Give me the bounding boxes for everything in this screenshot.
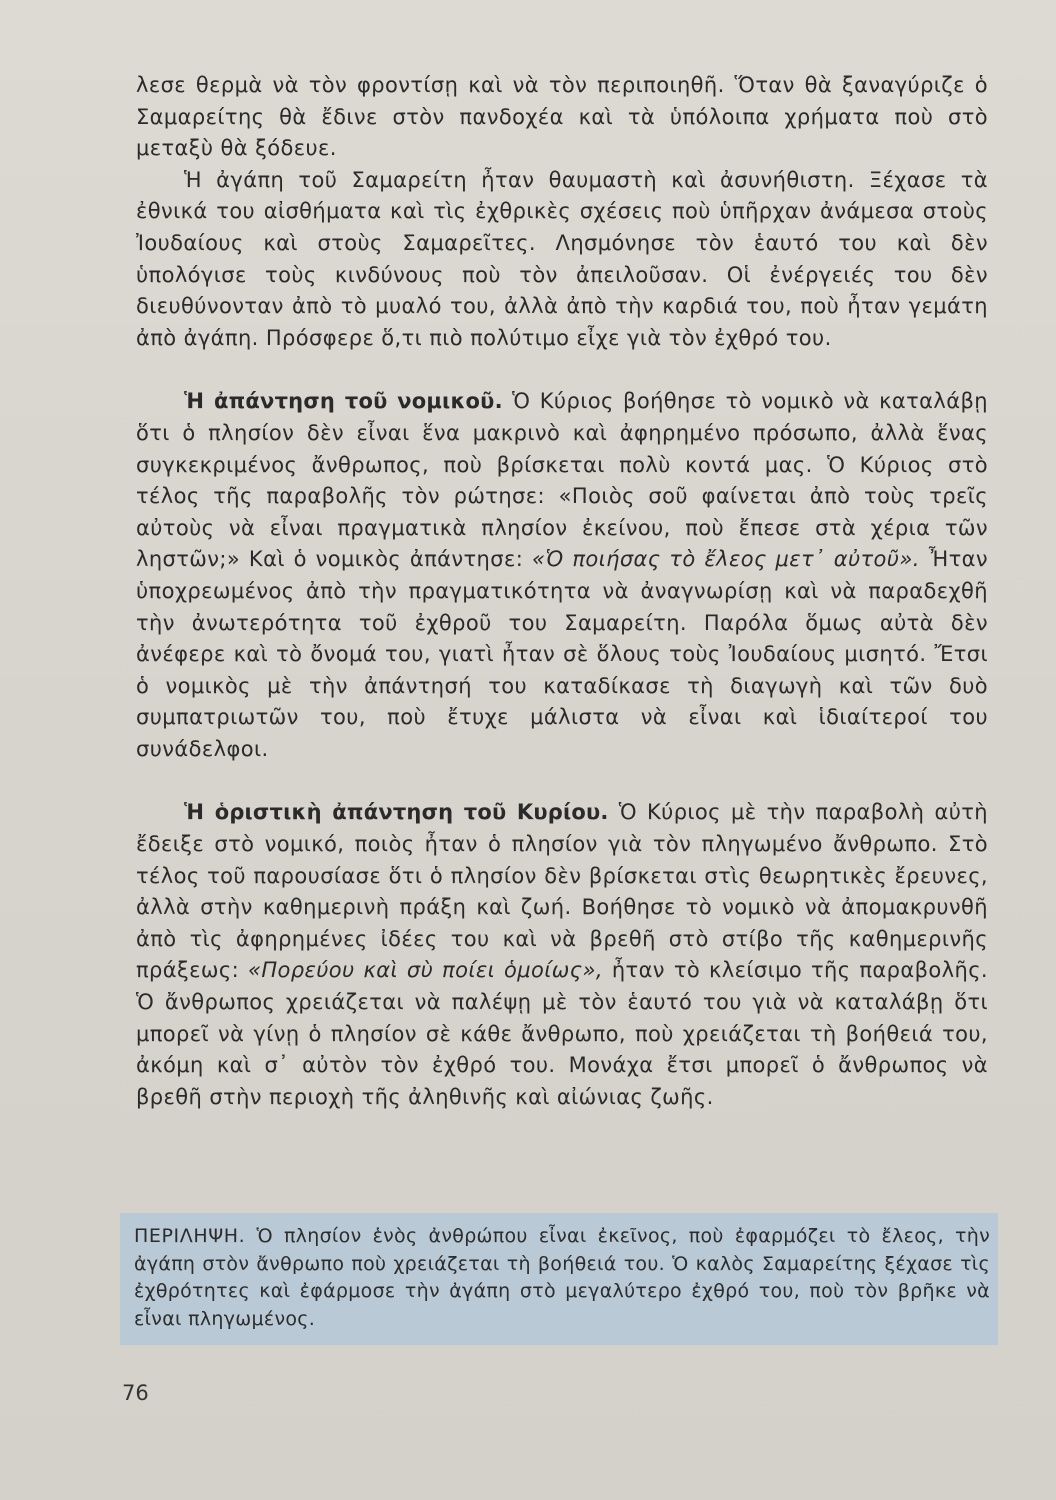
quote: «Ὁ ποιήσας τὸ ἔλεος μετ᾽ αὐτοῦ».	[531, 547, 920, 572]
paragraph-continuation: λεσε θερμὰ νὰ τὸν φροντίσῃ καὶ νὰ τὸν περιποιηθῆ. Ὅταν θὰ ξαναγύριζε ὁ Σαμαρείτης θὰ ἔδινε στὸν πανδοχέα καὶ τὰ ὑπόλοιπα χρήματα ποὺ στὸ μεταξὺ θὰ ξόδευε.	[136, 73, 988, 161]
paragraph-text: Ἦταν ὑποχρεωμένος ἀπὸ τὴν πραγματικότητα νὰ ἀναγνωρίσῃ καὶ νὰ παραδεχθῆ τὴν ἀνωτερότητα τοῦ ἐχθροῦ του Σαμαρείτη. Παρόλα ὅμως αὐτὰ δὲν ἀνέφερε καὶ τὸ ὄνομά του, γιατὶ ἦταν σὲ ὅλους τοὺς Ἰουδαίους μισητό. Ἔτσι ὁ νομικὸς μὲ τὴν ἀπάντησή του καταδίκασε τὴ διαγωγὴ καὶ τῶν δυὸ συμπατριωτῶν του, ποὺ ἔτυχε μάλιστα νὰ εἶναι καὶ ἱδιαίτεροί του συνάδελφοι.	[136, 547, 989, 761]
main-text	[136, 70, 988, 1113]
paragraph-love-of-samaritan: Ἡ ἀγάπη τοῦ Σαμαρείτη ἦταν θαυμαστὴ καὶ ἀσυνήθιστη. Ξέχασε τὰ ἐθνικά του αἰσθήματα καὶ τὶς ἐχθρικὲς σχέσεις ποὺ ὑπῆρχαν ἀνάμεσα στοὺς Ἰουδαίους καὶ στοὺς Σαμαρεῖτες. Λησμόνησε τὸν ἑαυτό του καὶ δὲν ὑπολόγισε τοὺς κινδύνους ποὺ τὸν ἀπειλοῦσαν. Οἱ ἐνέργειές του δὲν διευθύνονταν ἀπὸ τὸ μυαλό του, ἀλλὰ ἀπὸ τὴν καρδιά του, ποὺ ἦταν γεμάτη ἀπὸ ἀγάπη. Πρόσφερε ὅ,τι πιὸ πολύτιμο εἶχε γιὰ τὸν ἐχθρό του.	[136, 167, 988, 350]
paragraph-lawyer-answer	[136, 386, 988, 765]
section-heading-lawyer-answer: Ἡ ἀπάντηση τοῦ νομικοῦ.	[184, 389, 503, 414]
page-number: 76	[122, 1381, 149, 1405]
quote: «Πορεύου καὶ σὺ ποίει ὁμοίως»,	[247, 958, 603, 983]
paragraph-lord-answer	[136, 797, 988, 1113]
paragraph-text: ἦταν τὸ κλείσιμο τῆς παραβολῆς. Ὁ ἄνθρωπος χρειάζεται νὰ παλέψῃ μὲ τὸν ἑαυτό του γιὰ νὰ καταλάβῃ ὅτι μπορεῖ νὰ γίνῃ ὁ πλησίον σὲ κάθε ἄνθρωπο, ποὺ χρειάζεται τὴ βοήθειά του, ἀκόμη καὶ σ᾽ αὐτὸν τὸν ἐχθρό του. Μονάχα ἔτσι μπορεῖ ὁ ἄνθρωπος νὰ βρεθῆ στὴν περιοχὴ τῆς ἀληθινῆς καὶ αἰώνιας ζωῆς.	[136, 958, 988, 1109]
summary-text: Ὁ πλησίον ἑνὸς ἀνθρώπου εἶναι ἐκεῖνος, ποὺ ἐφαρμόζει τὸ ἔλεος, τὴν ἀγάπη στὸν ἄνθρωπο ποὺ χρειάζεται τὴ βοήθειά του. Ὁ καλὸς Σαμαρείτης ξέχασε τὶς ἐχθρότητες καὶ ἐφάρμοσε τὴν ἀγάπη στὸ μεγαλύτερο ἐχθρό του, ποὺ τὸν βρῆκε νὰ εἶναι πληγωμένος.	[134, 1225, 990, 1330]
paragraph-text: Ὁ Κύριος βοήθησε τὸ νομικὸ νὰ καταλάβῃ ὅτι ὁ πλησίον δὲν εἶναι ἕνα μακρινὸ καὶ ἀφηρημένο πρόσωπο, ἀλλὰ ἕνας συγκεκριμένος ἄνθρωπος, ποὺ βρίσκεται πολὺ κοντά μας. Ὁ Κύριος στὸ τέλος τῆς παραβολῆς τὸν ρώτησε: «Ποιὸς σοῦ φαίνεται ἀπὸ τοὺς τρεῖς αὐτοὺς νὰ εἶναι πραγματικὰ πλησίον ἐκείνου, ποὺ ἔπεσε στὰ χέρια τῶν ληστῶν;» Καὶ ὁ νομικὸς ἀπάντησε:	[136, 389, 988, 572]
summary-box	[120, 1213, 998, 1345]
summary-label: ΠΕΡΙΛΗΨΗ.	[134, 1225, 246, 1247]
section-heading-lord-answer: Ἡ ὁριστικὴ ἀπάντηση τοῦ Κυρίου.	[184, 800, 609, 825]
paragraph-text: Ὁ Κύριος μὲ τὴν παραβολὴ αὐτὴ ἔδειξε στὸ νομικό, ποιὸς ἦταν ὁ πλησίον γιὰ τὸν πληγωμένο ἄνθρωπο. Στὸ τέλος τοῦ παρουσίασε ὅτι ὁ πλησίον δὲν βρίσκεται στὶς θεωρητικὲς ἔρευνες, ἀλλὰ στὴν καθημερινὴ πράξη καὶ ζωή. Βοήθησε τὸ νομικὸ νὰ ἀπομακρυνθῆ ἀπὸ τὶς ἀφηρημένες ἰδέες του καὶ νὰ βρεθῆ στὸ στίβο τῆς καθημερινῆς πράξεως:	[136, 800, 989, 983]
